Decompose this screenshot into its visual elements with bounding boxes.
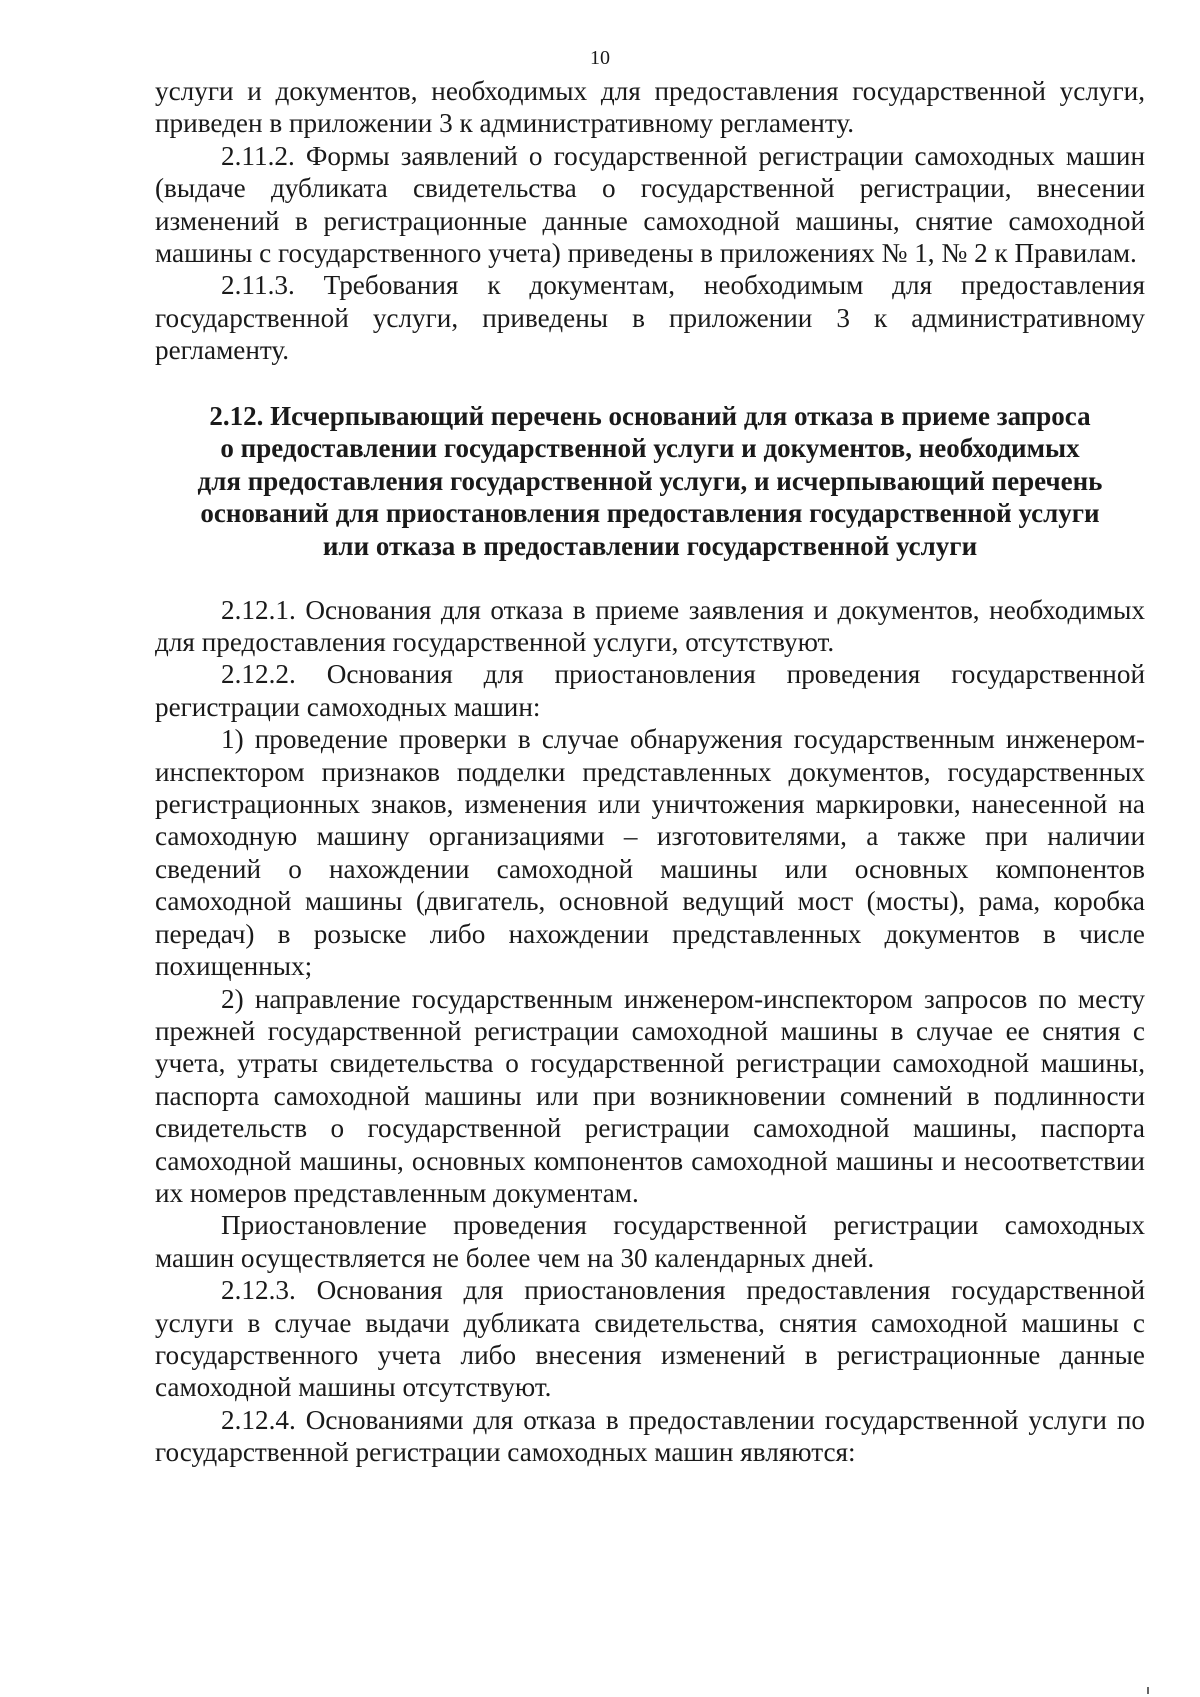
heading-line: оснований для приостановления предоставления государственной услуги bbox=[200, 498, 1100, 529]
list-item-1: 1) проведение проверки в случае обнаружения государственным инженером-инспектором признаков подделки представленных документов, государственных регистрационных знаков, изменения или уничтожения маркировки, нанесенной на самоходную машину организациями – изготовителями, а также при наличии сведений о нахождении самоходной машины или основных компонентов самоходной машины (двигатель, основной ведущий мост (мосты), рама, коробка передач) в розыске либо нахождении представленных документов в числе похищенных; bbox=[155, 724, 1145, 982]
heading-line: для предоставления государственной услуги, и исчерпывающий перечень bbox=[197, 465, 1103, 496]
document-body bbox=[155, 75, 1145, 1469]
paragraph-suspension-term: Приостановление проведения государственной регистрации самоходных машин осуществляется не более чем на 30 календарных дней. bbox=[155, 1210, 1145, 1273]
paragraph-2-12-1: 2.12.1. Основания для отказа в приеме заявления и документов, необходимых для предоставления государственной услуги, отсутствуют. bbox=[155, 594, 1145, 658]
page-number: 10 bbox=[590, 47, 610, 69]
heading-line: 2.12. Исчерпывающий перечень оснований для отказа в приеме запроса bbox=[209, 400, 1091, 431]
paragraph-2-12-2: 2.12.2. Основания для приостановления проведения государственной регистрации самоходных машин: bbox=[155, 659, 1145, 722]
heading-line: о предоставлении государственной услуги и документов, необходимых bbox=[220, 433, 1080, 464]
paragraph-2-11-2: 2.11.2. Формы заявлений о государственной регистрации самоходных машин (выдаче дубликата свидетельства о государственной регистрации, внесении изменений в регистрационные данные самоходной машины, снятие самоходной машины с государственного учета) приведены в приложениях № 1, № 2 к Правилам. bbox=[155, 140, 1145, 269]
paragraph-2-11-3: 2.11.3. Требования к документам, необходимым для предоставления государственной услуги, приведены в приложении 3 к административному регламенту. bbox=[155, 270, 1145, 366]
paragraph-2-12-4: 2.12.4. Основаниями для отказа в предоставлении государственной услуги по государственной регистрации самоходных машин являются: bbox=[155, 1404, 1145, 1468]
heading-line: или отказа в предоставлении государственной услуги bbox=[322, 531, 978, 562]
list-item-2: 2) направление государственным инженером-инспектором запросов по месту прежней государственной регистрации самоходной машины в случае ее снятия с учета, утраты свидетельства о государственной регистрации самоходной машины, паспорта самоходной машины или при возникновении сомнений в подлинности свидетельств о государственной регистрации самоходной машины, паспорта самоходной машины, основных компонентов самоходной машины и несоответствии их номеров представленным документам. bbox=[155, 983, 1145, 1208]
scan-speck bbox=[1147, 1687, 1149, 1694]
paragraph-continuation: услуги и документов, необходимых для предоставления государственной услуги, приведен в приложении 3 к административному регламенту. bbox=[155, 76, 1145, 139]
section-heading-2-12 bbox=[155, 400, 1145, 563]
paragraph-2-12-3: 2.12.3. Основания для приостановления предоставления государственной услуги в случае выдачи дубликата свидетельства, снятия самоходной машины с государственного учета либо внесения изменений в регистрационные данные самоходной машины отсутствуют. bbox=[155, 1275, 1145, 1403]
